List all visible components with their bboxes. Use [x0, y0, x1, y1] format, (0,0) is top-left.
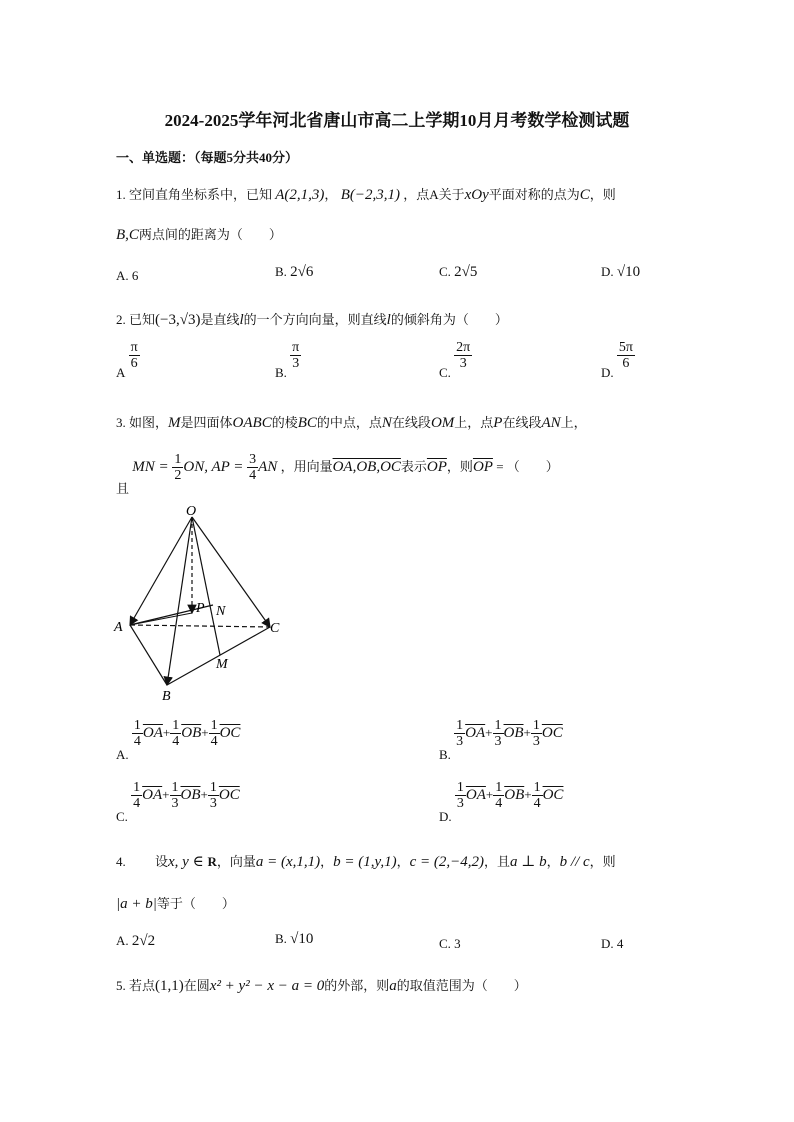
q3-p: P [493, 415, 503, 431]
vector-oc: $\overline{OC}$ [218, 786, 240, 803]
edge-oa [130, 517, 192, 625]
q5-circle-equation: x² + y² − x − a = 0 [209, 978, 325, 994]
vector-oa: $\overline{OA}$ [142, 786, 163, 803]
q2-line-l: l [386, 312, 391, 328]
fraction-denominator: 3 [494, 734, 502, 750]
question-4-line-2 [116, 893, 235, 913]
q4-text: ， [546, 854, 560, 869]
fraction-denominator: 3 [459, 356, 467, 372]
option-label: A. [116, 268, 132, 283]
plus-sign: + [485, 786, 494, 802]
q4-text: 等于（ ） [156, 896, 235, 911]
q3-text: ，用向量 [280, 458, 333, 474]
vector-oc: $\overline{OC}$ [219, 724, 241, 741]
option-label: B. [439, 746, 451, 762]
q3-equation: MN = [132, 458, 173, 475]
option-value: √10 [290, 931, 314, 947]
fraction-numerator: 1 [209, 780, 217, 795]
fraction-denominator: 3 [171, 796, 179, 812]
fraction-numerator: 1 [532, 718, 540, 733]
q4-text: 4. [116, 854, 126, 869]
fraction-numerator: 1 [171, 780, 179, 795]
label-o: O [186, 505, 197, 519]
option-label: B. [275, 264, 291, 279]
plus-sign: + [201, 724, 209, 740]
segment-ap [130, 613, 192, 625]
q3-m: M [168, 415, 181, 431]
q4-option-b[interactable] [275, 931, 313, 948]
q3-n: N [381, 415, 392, 431]
q5-point: (1,1) [155, 978, 184, 994]
fraction-numerator: 3 [249, 452, 257, 467]
q3-text: 在线段 [391, 415, 431, 430]
fraction-numerator: 1 [533, 780, 541, 795]
q4-text: ，则 [589, 854, 616, 869]
fraction-numerator: 1 [133, 780, 141, 795]
fraction-denominator: 2 [174, 468, 182, 484]
option-label: C. [439, 264, 455, 279]
q4-text: ，且 [484, 854, 511, 869]
fraction-denominator: 4 [133, 796, 141, 812]
q1-text: 平面对称的点为 [488, 187, 580, 202]
vector-oa: $\overline{OA}$ [465, 786, 486, 803]
q4-vector-a: a = (x,1,1) [255, 854, 321, 870]
vector-oc: $\overline{OC}$ [541, 724, 563, 741]
edge-bc [167, 627, 270, 685]
label-a: A [114, 620, 123, 635]
option-label: A. [116, 933, 132, 948]
q3-om: OM [430, 415, 455, 431]
option-value: 4 [616, 936, 624, 951]
q4-magnitude: |a + b| [116, 896, 157, 912]
q2-text: 2. 已知 [116, 312, 156, 327]
question-2 [116, 309, 508, 329]
q5-text: 在圆 [183, 978, 210, 993]
q4-text: ，向量 [216, 854, 256, 869]
edge-ob [167, 517, 192, 685]
q3-option-d[interactable] [439, 780, 563, 825]
q3-text: 3. 如图， [116, 415, 169, 430]
fraction-numerator: 1 [210, 718, 218, 733]
option-value: √10 [616, 264, 641, 280]
q3-edge: BC [297, 415, 317, 431]
vector-oa: $\overline{OA}$ [465, 724, 486, 741]
fraction-denominator: 3 [532, 734, 540, 750]
fraction-denominator: 4 [210, 734, 218, 750]
q2-line-l: l [239, 312, 244, 328]
option-label: C. [439, 364, 451, 380]
q1-text: ，点A关于 [403, 187, 465, 202]
option-label: B. [275, 364, 287, 380]
q5-text: 的外部，则 [324, 978, 390, 993]
option-label: A [116, 364, 126, 380]
fraction-numerator: 1 [495, 780, 503, 795]
q3-text: ，则 [446, 458, 473, 474]
fraction-numerator: 1 [456, 780, 464, 795]
plus-sign: + [162, 724, 171, 740]
q4-condition-1: a ⊥ b [510, 854, 547, 870]
fraction-denominator: 3 [456, 734, 464, 750]
q2-option-b[interactable] [275, 340, 301, 381]
fraction-denominator: 4 [249, 468, 257, 484]
q1-text: ，则 [589, 187, 616, 202]
q1-point-b: B(−2,3,1) [340, 187, 400, 203]
fraction-numerator: 1 [172, 718, 180, 733]
vector-oc: $\overline{OC}$ [542, 786, 564, 803]
fraction-numerator: 1 [133, 718, 141, 733]
option-label: C. [116, 808, 128, 824]
q4-real-set: R [207, 854, 217, 869]
section-heading: 一、单选题：（每题5分共40分） [116, 150, 299, 165]
q4-text: ， [320, 854, 334, 869]
q4-option-a[interactable] [116, 933, 155, 950]
option-label: C. [439, 936, 455, 951]
q3-option-c[interactable] [116, 780, 240, 825]
q3-equation: ON, AP = [183, 458, 248, 475]
q4-text: 设 [155, 854, 169, 869]
option-label: D. [601, 264, 617, 279]
option-value: 2√6 [290, 264, 314, 280]
question-3-line-1 [116, 412, 587, 432]
fraction-numerator: 2π [456, 340, 471, 355]
q3-text: 上， [560, 415, 587, 430]
q2-option-a[interactable] [116, 340, 140, 381]
q3-an: AN [541, 415, 561, 431]
q3-text: 上，点 [454, 415, 494, 430]
q1-text: 两点间的距离为（ ） [138, 227, 282, 242]
option-label: D. [601, 364, 614, 380]
q5-text: 5. 若点 [116, 978, 156, 993]
fraction-numerator: π [130, 340, 138, 355]
q3-text: 且 [116, 480, 130, 496]
vector-ob: $\overline{OB}$ [181, 724, 202, 741]
q1-bc: B,C [116, 227, 139, 243]
option-label: B. [275, 931, 291, 946]
label-p: P [196, 601, 205, 616]
fraction-numerator: π [292, 340, 300, 355]
option-value: 3 [454, 936, 461, 951]
q1-point-c: C [579, 187, 590, 203]
label-c: C [270, 621, 280, 636]
vector-ob: $\overline{OB}$ [180, 786, 201, 803]
fraction-denominator: 3 [209, 796, 217, 812]
q1-text: 1. 空间直角坐标系中，已知 [116, 187, 273, 202]
q1-option-d[interactable] [601, 264, 640, 281]
q2-option-d[interactable] [601, 340, 635, 381]
option-label: D. [439, 808, 452, 824]
plus-sign: + [523, 724, 531, 740]
tetrahedron-figure [110, 505, 300, 705]
q5-param-a: a [389, 978, 397, 994]
label-b: B [162, 689, 171, 704]
plus-sign: + [485, 724, 493, 740]
q4-option-c[interactable] [439, 936, 461, 952]
question-1-line-2 [116, 224, 282, 244]
vector-oa: $\overline{OA}$ [142, 724, 163, 741]
q3-text: 是四面体 [180, 415, 233, 430]
q1-option-a[interactable] [116, 268, 138, 284]
fraction-denominator: 4 [495, 796, 503, 812]
fraction-numerator: 5π [618, 340, 633, 355]
fraction-numerator: 1 [494, 718, 502, 733]
question-4-line-1 [116, 851, 616, 871]
q1-point-a: A(2,1,3) [275, 187, 325, 203]
q2-text: 的倾斜角为（ ） [390, 312, 508, 327]
q4-condition-2: b // c [559, 854, 590, 870]
fraction-denominator: 4 [533, 796, 541, 812]
option-value: 6 [131, 268, 139, 283]
q2-text: 是直线 [200, 312, 240, 327]
plus-sign: + [524, 786, 532, 802]
fraction-denominator: 6 [130, 356, 138, 372]
q4-text: ， [396, 854, 410, 869]
vector-ob: $\overline{OB}$ [503, 724, 524, 741]
fraction-denominator: 6 [622, 356, 630, 372]
q5-text: 的取值范围为（ ） [396, 978, 527, 993]
q3-vectors: OA,OB,OC [332, 458, 401, 475]
q3-option-b[interactable] [439, 718, 563, 763]
fraction-numerator: 1 [456, 718, 464, 733]
question-1-line-1: 1. 空间直角坐标系中，已知 A(2,1,3)， B(−2,3,1) ，点A关于xOy平面对称的点为C，则 [116, 187, 616, 203]
label-n: N [216, 604, 226, 619]
q1-plane: xOy [464, 187, 489, 203]
fraction-denominator: 4 [172, 734, 180, 750]
edge-ac [130, 625, 270, 627]
q4-xy: x, y ∈ [168, 854, 208, 870]
q1-option-c[interactable] [439, 264, 477, 281]
q3-text: 的棱 [271, 415, 298, 430]
q2-option-c[interactable] [439, 340, 472, 381]
question-3-line-2 [116, 452, 559, 497]
q3-option-a[interactable] [116, 718, 240, 763]
q4-vector-b: b = (1,y,1) [333, 854, 397, 870]
page-title: 2024-2025学年河北省唐山市高二上学期10月月考数学检测试题 [164, 111, 630, 130]
option-value: 2√2 [131, 933, 156, 949]
vector-ob: $\overline{OB}$ [504, 786, 525, 803]
option-value: 2√5 [454, 264, 478, 280]
plus-sign: + [162, 786, 170, 802]
q4-vector-c: c = (2,−4,2) [409, 854, 485, 870]
q3-equation: AN [258, 458, 278, 475]
fraction-denominator: 3 [292, 356, 300, 372]
q2-text: 的一个方向向量，则直线 [243, 312, 387, 327]
q3-text: = （ ） [492, 458, 559, 474]
label-m: M [216, 657, 228, 672]
q3-tetrahedron: OABC [232, 415, 272, 431]
fraction-numerator: 1 [174, 452, 182, 467]
q3-text: 的中点，点 [316, 415, 382, 430]
option-label: D. [601, 936, 617, 951]
q1-option-b[interactable] [275, 264, 313, 281]
option-label: A. [116, 746, 129, 762]
q3-op: $\overline{OP}$ [472, 458, 493, 475]
fraction-denominator: 4 [133, 734, 141, 750]
edge-ab [130, 625, 167, 685]
plus-sign: + [200, 786, 208, 802]
q4-option-d[interactable] [601, 936, 623, 952]
question-5 [116, 975, 527, 995]
fraction-denominator: 3 [456, 796, 464, 812]
q3-text: 在线段 [502, 415, 542, 430]
q2-vector: (−3,√3) [155, 312, 201, 328]
q3-text: 表示 [400, 458, 427, 474]
q3-op: $\overline{OP}$ [426, 458, 447, 475]
